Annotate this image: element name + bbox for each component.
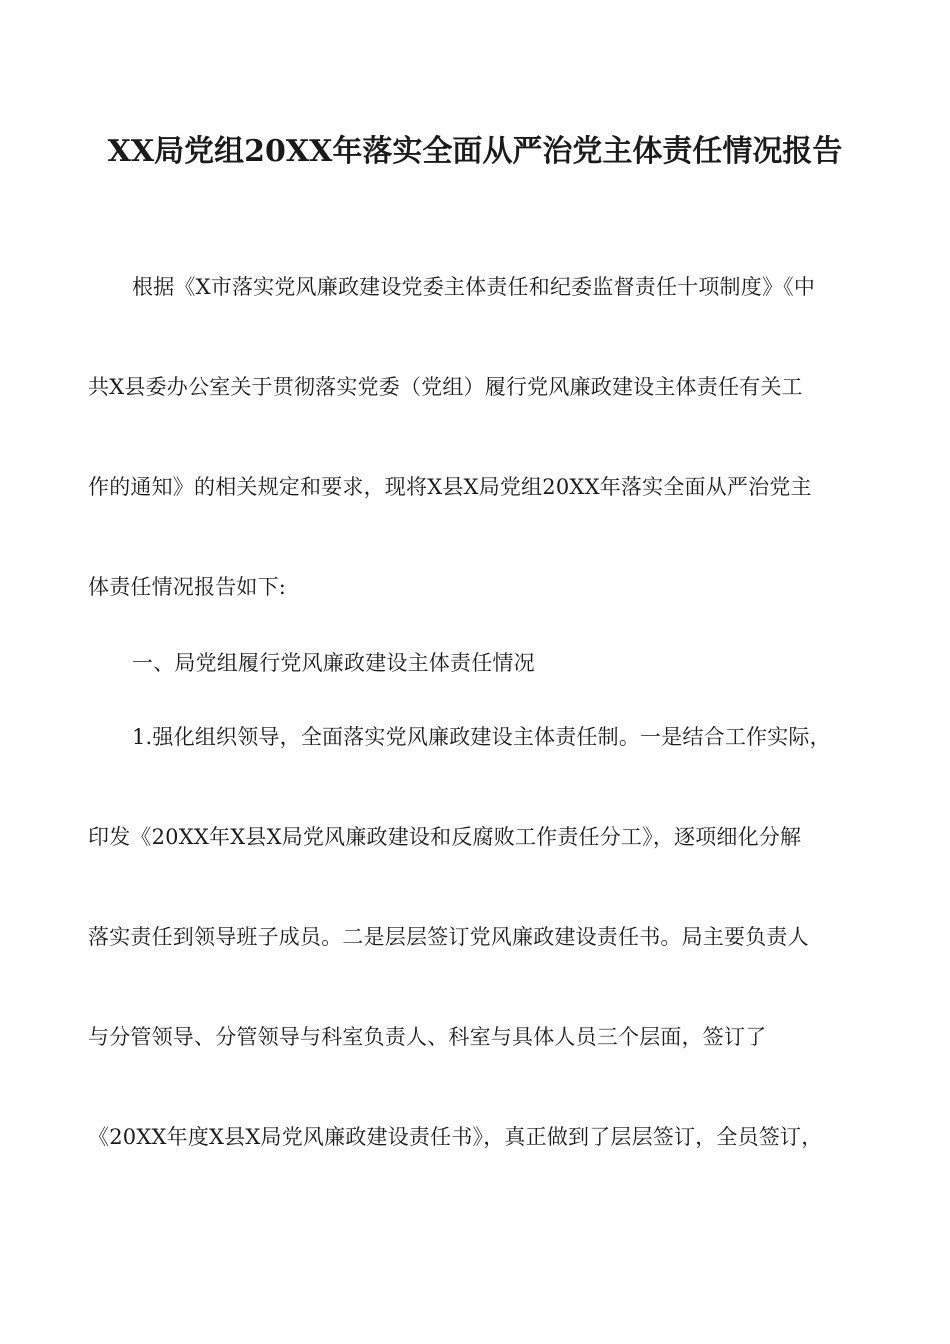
paragraph-line: 作的通知》的相关规定和要求，现将X县X局党组20XX年落实全面从严治党主 [88, 475, 812, 499]
paragraph-line: 印发《20XX年X县X局党风廉政建设和反腐败工作责任分工》，逐项细化分解 [88, 825, 802, 849]
section-heading: 一、局党组履行党风廉政建设主体责任情况 [132, 651, 535, 675]
paragraph-line: 《20XX年度X县X局党风廉政建设责任书》，真正做到了层层签订，全员签订， [88, 1125, 823, 1149]
document-title: XX局党组20XX年落实全面从严治党主体责任情况报告 [107, 134, 843, 169]
paragraph-line: 共X县委办公室关于贯彻落实党委（党组）履行党风廉政建设主体责任有关工 [88, 375, 803, 399]
paragraph-line: 根据《X市落实党风廉政建设党委主体责任和纪委监督责任十项制度》《中 [132, 275, 816, 299]
paragraph-line: 体责任情况报告如下: [88, 575, 287, 599]
paragraph-line: 与分管领导、分管领导与科室负责人、科室与具体人员三个层面，签订了 [88, 1025, 767, 1049]
paragraph-line: 落实责任到领导班子成员。二是层层签订党风廉政建设责任书。局主要负责人 [88, 925, 809, 949]
paragraph-line: 1.强化组织领导，全面落实党风廉政建设主体责任制。一是结合工作实际， [132, 725, 831, 749]
